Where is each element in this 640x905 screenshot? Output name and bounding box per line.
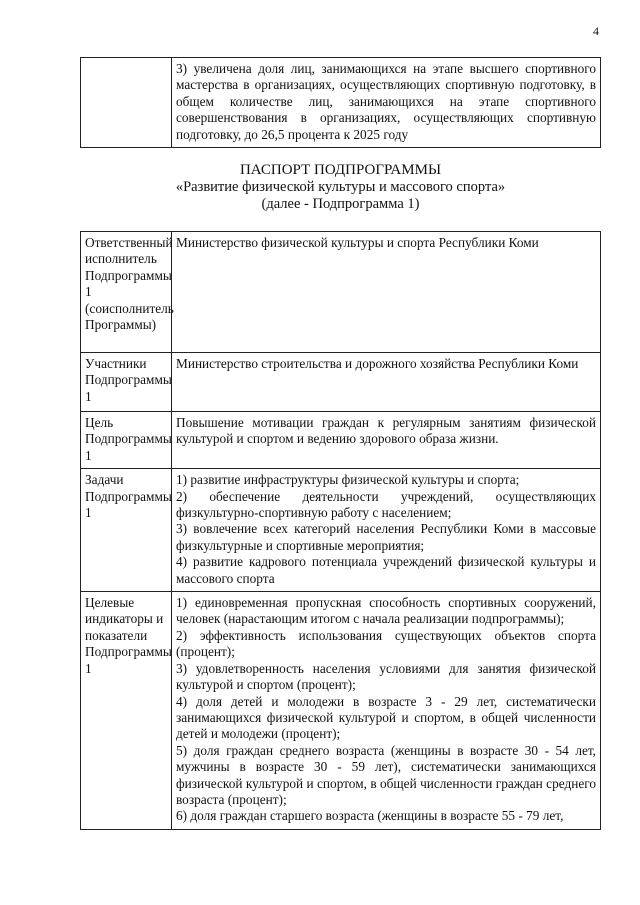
table-row	[81, 353, 601, 412]
indicator-item: 4) доля детей и молодежи в возрасте 3 - 29 лет, систематически занимающихся физической культурой и спортом, в общей численности детей и молодежи (процент);	[176, 693, 596, 742]
table-row	[81, 232, 601, 353]
indicator-item: 3) удовлетворенность населения условиями для занятия физической культурой и спортом (процент);	[176, 660, 596, 693]
table-row	[81, 58, 601, 148]
row-value-indicators	[172, 592, 601, 830]
heading-subtitle: «Развитие физической культуры и массового спорта»	[175, 179, 506, 195]
indicator-item: 2) эффективность использования существующих объектов спорта (процент);	[176, 627, 596, 660]
row-value-goal	[172, 412, 601, 469]
row-label-indicators: Целевые индикаторы и показатели Подпрограммы 1	[81, 592, 172, 830]
task-item: 4) развитие кадрового потенциала учреждений физической культуры и массового спорта	[176, 554, 596, 586]
row-value-tasks	[172, 469, 601, 592]
indicator-item: 6) доля граждан старшего возраста (женщины в возрасте 55 - 79 лет,	[176, 808, 564, 824]
value-line: Министерство строительства и дорожного хозяйства Республики Коми	[176, 356, 579, 371]
value-line: Повышение мотивации граждан к регулярным занятиям физической культурой и спортом и ведению здорового образа жизни.	[176, 415, 596, 447]
table-row	[81, 592, 601, 830]
row-value-responsible-executor	[172, 232, 601, 353]
table-row	[81, 412, 601, 469]
table-row	[81, 469, 601, 592]
row-label-participants: Участники Подпрограммы 1	[81, 353, 172, 412]
indicator-item: 5) доля граждан среднего возраста (женщины в возрасте 30 - 54 лет, мужчины в возрасте 30 - 59 лет), систематически занимающихся физической культурой и спортом, в общей численности граждан среднего возраста (процент);	[176, 742, 596, 807]
row-value-participants	[172, 353, 601, 412]
row-label-tasks: Задачи Подпрограммы 1	[81, 469, 172, 592]
row-label-goal: Цель Подпрограммы 1	[81, 412, 172, 469]
task-item: 2) обеспечение деятельности учреждений, осуществляющих физкультурно-спортивную работу с населением;	[176, 488, 596, 521]
continuation-left-cell	[81, 58, 172, 148]
row-label-responsible-executor: Ответственный исполнитель Подпрограммы 1 (соисполнитель Программы)	[81, 232, 172, 353]
heading-title: ПАСПОРТ ПОДПРОГРАММЫ	[239, 162, 442, 178]
indicator-item: 1) единовременная пропускная способность спортивных сооружений, человек (нарастающим итогом с начала реализации подпрограммы);	[176, 595, 596, 627]
passport-table	[80, 231, 601, 830]
task-item: 3) вовлечение всех категорий населения Республики Коми в массовые физкультурные и спортивные мероприятия;	[176, 521, 596, 553]
continuation-table	[80, 57, 601, 148]
subprogram-heading	[80, 162, 601, 213]
continuation-right-cell: 3) увеличена доля лиц, занимающихся на этапе высшего спортивного мастерства в организациях, осуществляющих спортивную подготовку, в общем количестве лиц, занимающихся на этапе спортивного совершенствования в организациях, осуществляющих спортивную подготовку, до 26,5 процента к 2025 году	[172, 58, 601, 148]
page-number: 4	[593, 24, 599, 38]
value-line: Министерство физической культуры и спорта Республики Коми	[176, 235, 539, 250]
task-item: 1) развитие инфраструктуры физической культуры и спорта;	[176, 472, 520, 488]
heading-note: (далее - Подпрограмма 1)	[261, 196, 420, 212]
